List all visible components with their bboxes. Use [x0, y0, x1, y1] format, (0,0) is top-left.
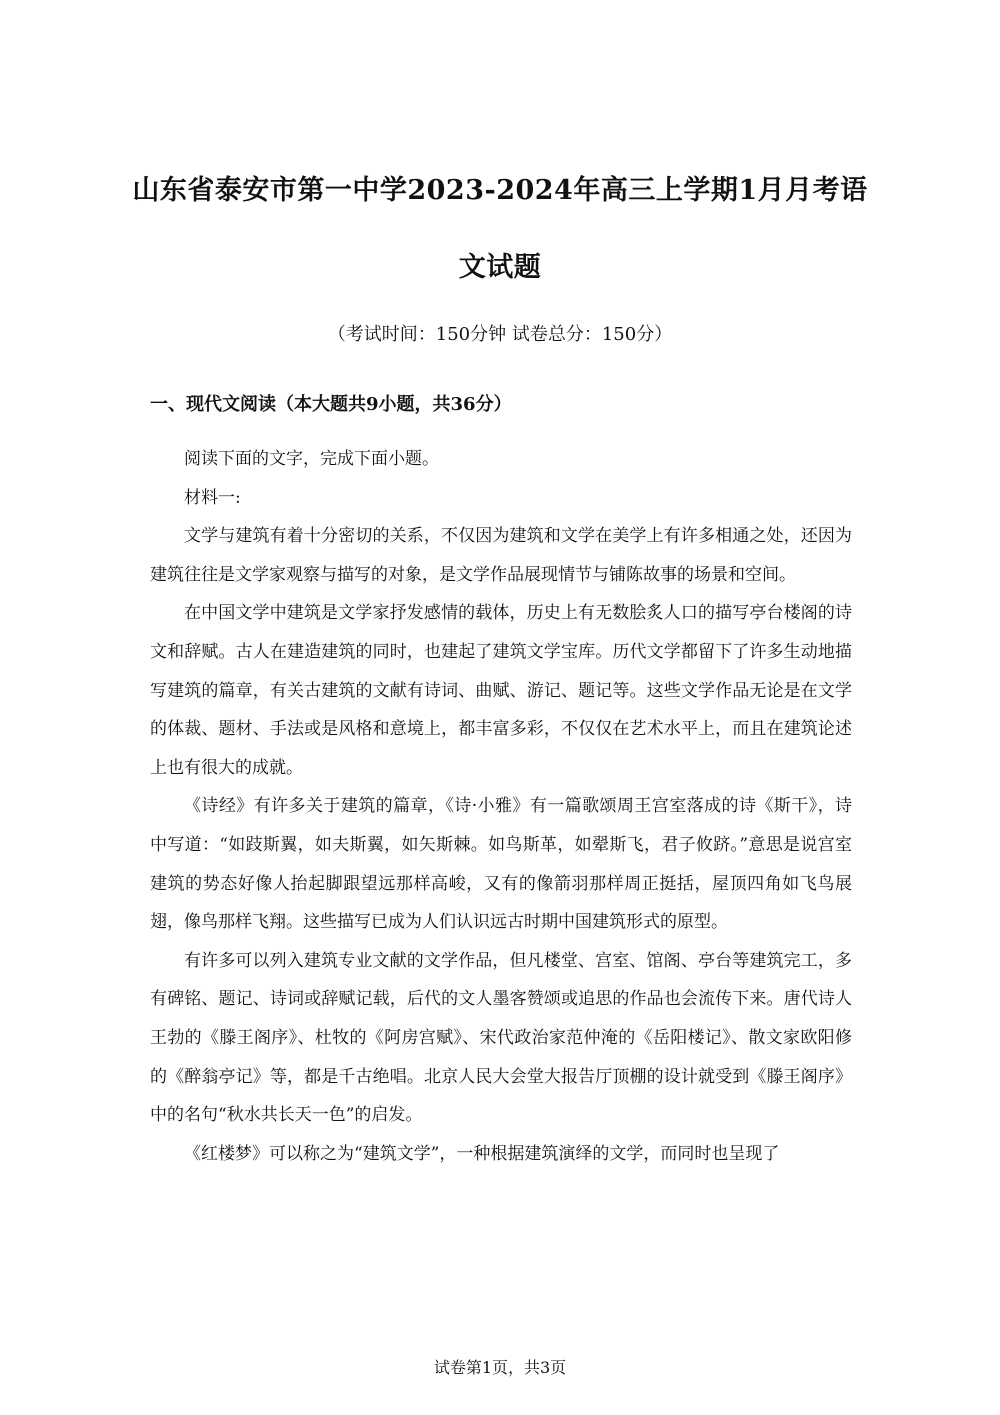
passage-paragraph: 《诗经》有许多关于建筑的篇章，《诗·小雅》有一篇歌颂周王宫室落成的诗《斯干》，诗中写道：“如跂斯翼，如夫斯翼，如矢斯棘。如鸟斯革，如翚斯飞，君子攸跻。”意思是说宫室建筑的势态好像人抬起脚跟望远那样高峻，又有的像箭羽那样周正挺括，屋顶四角如飞鸟展翅，像鸟那样飞翔。这些描写已成为人们认识远古时期中国建筑形式的原型。	[150, 796, 852, 933]
material-label: 材料一:	[184, 487, 241, 508]
reading-passage	[150, 440, 852, 1173]
exam-title-line-1: 山东省泰安市第一中学2023-2024年高三上学期1月月考语	[132, 175, 868, 206]
instruction-paragraph: 阅读下面的文字，完成下面小题。	[184, 449, 439, 469]
passage-paragraph: 在中国文学中建筑是文学家抒发感情的载体，历史上有无数脍炙人口的描写亭台楼阁的诗文和辞赋。古人在建造建筑的同时，也建起了建筑文学宝库。历代文学都留下了许多生动地描写建筑的篇章，有关古建筑的文献有诗词、曲赋、游记、题记等。这些文学作品无论是在文学的体裁、题材、手法或是风格和意境上，都丰富多彩，不仅仅在艺术水平上，而且在建筑论述上也有很大的成就。	[150, 603, 852, 778]
exam-info: （考试时间：150分钟 试卷总分：150分）	[327, 324, 673, 345]
passage-paragraph: 《红楼梦》可以称之为“建筑文学”，一种根据建筑演绎的文学，而同时也呈现了	[184, 1143, 780, 1164]
passage-paragraph: 有许多可以列入建筑专业文献的文学作品，但凡楼堂、宫室、馆阁、亭台等建筑完工，多有碑铭、题记、诗词或辞赋记载，后代的文人墨客赞颂或追思的作品也会流传下来。唐代诗人王勃的《滕王阁序》、杜牧的《阿房宫赋》、宋代政治家范仲淹的《岳阳楼记》、散文家欧阳修的《醉翁亭记》等，都是千古绝唱。北京人民大会堂大报告厅顶棚的设计就受到《滕王阁序》中的名句“秋水共长天一色”的启发。	[150, 950, 852, 1126]
passage-paragraph: 文学与建筑有着十分密切的关系，不仅因为建筑和文学在美学上有许多相通之处，还因为建筑往往是文学家观察与描写的对象，是文学作品展现情节与铺陈故事的场景和空间。	[150, 526, 852, 585]
exam-title-line-2: 文试题	[458, 252, 542, 283]
page-footer: 试卷第1页，共3页	[433, 1358, 567, 1377]
section-heading: 一、现代文阅读（本大题共9小题，共36分）	[150, 394, 512, 415]
